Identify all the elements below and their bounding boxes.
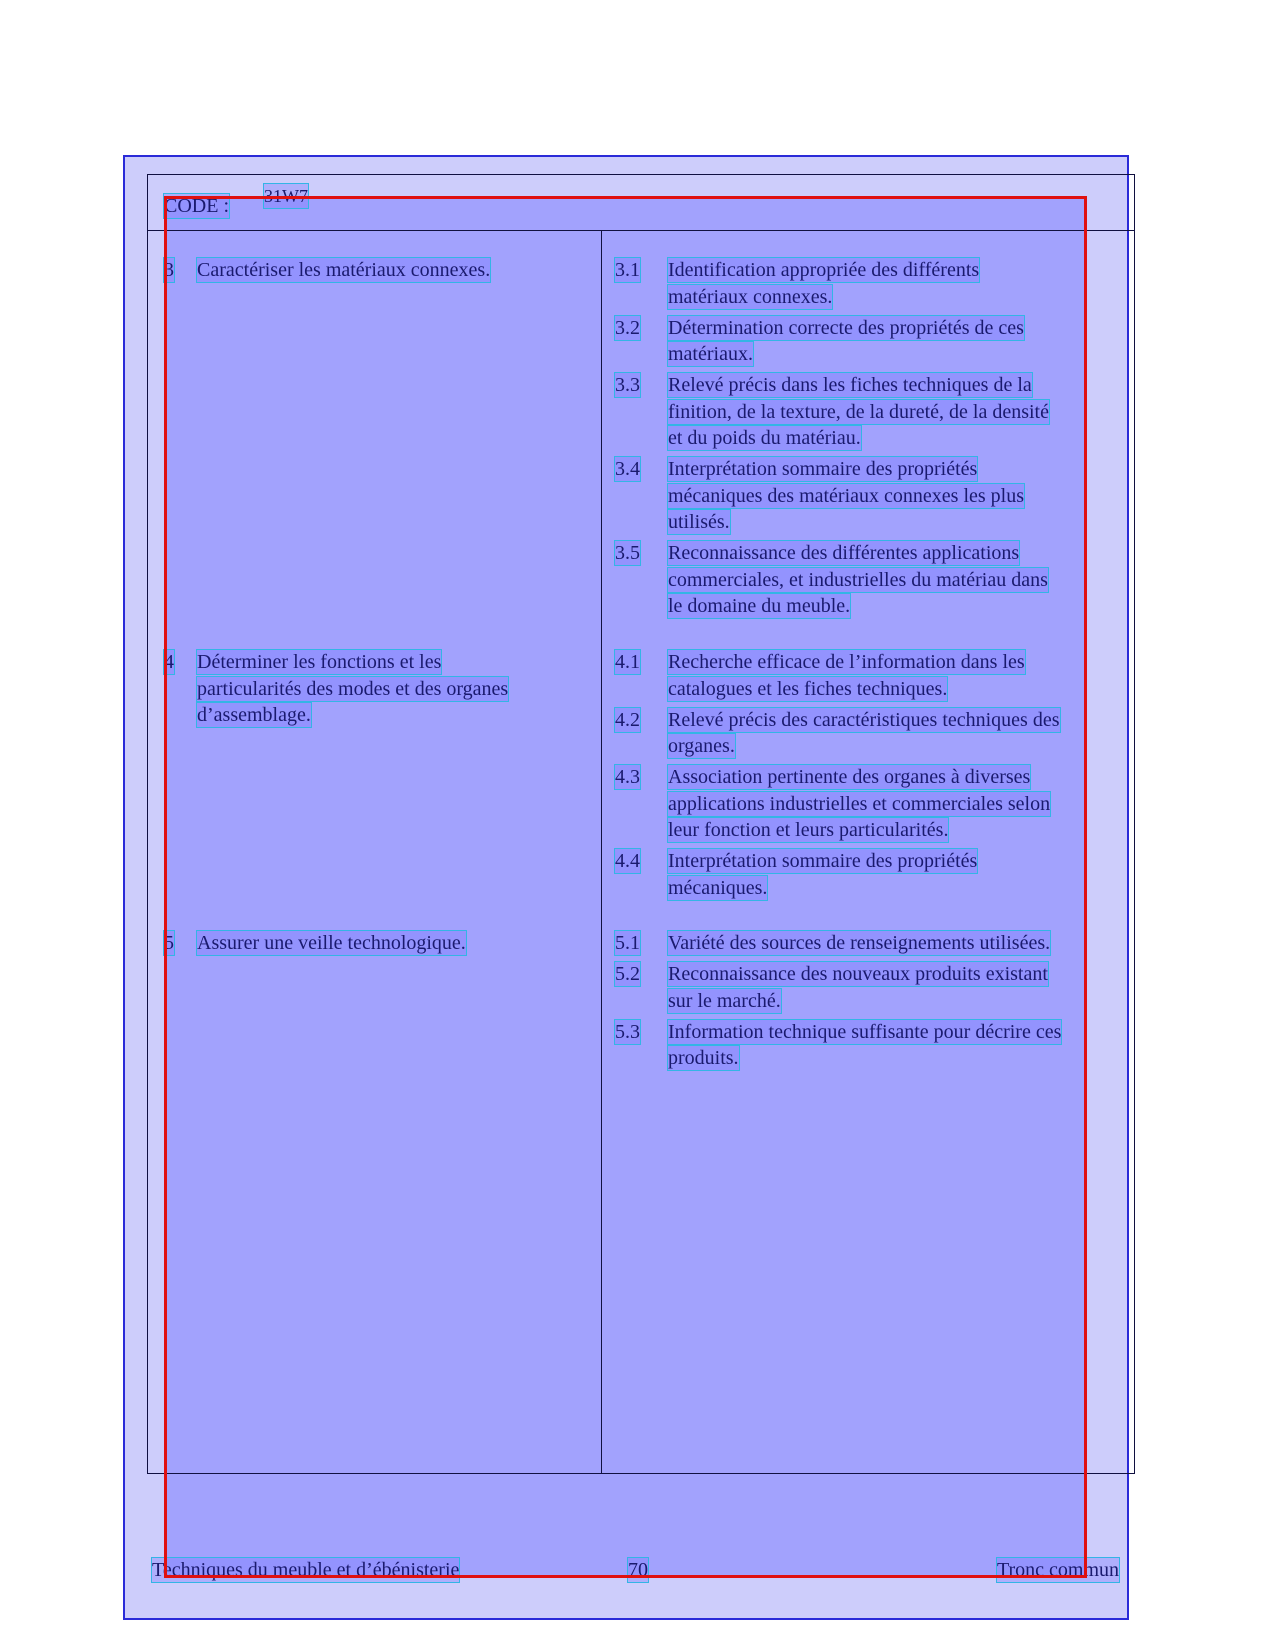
criterion-text-line: Association pertinente des organes à diverses <box>668 766 1031 788</box>
page-number: 70 <box>628 1559 648 1581</box>
criterion-text-line: utilisés. <box>668 511 730 533</box>
criterion-text-line: applications industrielles et commerciales selon <box>668 792 1051 815</box>
criterion-text-line: Reconnaissance des nouveaux produits existant <box>668 963 1048 985</box>
criterion-text-line: Interprétation sommaire des propriétés <box>668 850 978 872</box>
criterion-number: 4.2 <box>615 708 640 731</box>
code-label: CODE : <box>164 195 229 217</box>
criterion-number: 5.3 <box>615 1020 640 1043</box>
footer-title: Techniques du meuble et d’ébénisterie <box>152 1559 460 1581</box>
criterion-number: 4.4 <box>615 850 640 872</box>
criterion-number: 4.1 <box>615 651 640 673</box>
competency-text-line: d’assemblage. <box>197 704 311 726</box>
code-value: 31W7 <box>264 186 308 206</box>
competency-number: 4 <box>164 651 174 673</box>
criterion-text-line: commerciales, et industrielles du matériau dans <box>668 568 1048 591</box>
criterion-text-line: matériaux connexes. <box>668 285 833 308</box>
criterion-text-line: leur fonction et leurs particularités. <box>668 819 949 841</box>
criterion-text-line: Relevé précis dans les fiches techniques de la <box>668 374 1032 396</box>
competency-number: 5 <box>164 932 174 954</box>
criterion-text-line: Information technique suffisante pour décrire ces <box>668 1020 1062 1043</box>
criterion-text-line: Identification appropriée des différents <box>668 259 980 281</box>
criterion-text-line: et du poids du matériau. <box>668 427 861 449</box>
competency-text-line: Déterminer les fonctions et les <box>197 651 442 673</box>
criterion-text-line: Reconnaissance des différentes applications <box>668 542 1020 564</box>
criterion-number: 5.2 <box>615 963 640 985</box>
competency-text-line: particularités des modes et des organes <box>197 677 509 700</box>
criterion-number: 3.1 <box>615 259 640 281</box>
competency-text-line: Assurer une veille technologique. <box>197 932 466 954</box>
criterion-text-line: Interprétation sommaire des propriétés <box>668 458 978 480</box>
competency-text-line: Caractériser les matériaux connexes. <box>197 259 491 281</box>
criterion-number: 5.1 <box>615 932 640 954</box>
criterion-text-line: Recherche efficace de l’information dans les <box>668 651 1025 673</box>
competency-number: 3 <box>164 259 174 281</box>
criterion-number: 3.3 <box>615 374 640 396</box>
criterion-text-line: mécaniques. <box>668 876 768 899</box>
criterion-text-line: organes. <box>668 735 735 757</box>
criterion-text-line: Détermination correcte des propriétés de ces <box>668 316 1024 339</box>
criterion-number: 4.3 <box>615 766 640 788</box>
footer-section: Tronc commun <box>997 1559 1120 1581</box>
criterion-number: 3.4 <box>615 458 640 480</box>
criterion-text-line: produits. <box>668 1047 739 1069</box>
criterion-number: 3.2 <box>615 316 640 339</box>
criterion-text-line: Variété des sources de renseignements utilisées. <box>668 932 1051 954</box>
criterion-number: 3.5 <box>615 542 640 564</box>
criterion-text-line: mécaniques des matériaux connexes les plus <box>668 484 1024 507</box>
criterion-text-line: le domaine du meuble. <box>668 595 851 617</box>
criterion-text-line: matériaux. <box>668 343 753 365</box>
criterion-text-line: catalogues et les fiches techniques. <box>668 677 948 700</box>
criterion-text-line: finition, de la texture, de la dureté, de la densité <box>668 400 1049 423</box>
criterion-text-line: Relevé précis des caractéristiques techniques des <box>668 708 1060 731</box>
criterion-text-line: sur le marché. <box>668 989 781 1012</box>
selection-highlight <box>164 196 1087 1578</box>
